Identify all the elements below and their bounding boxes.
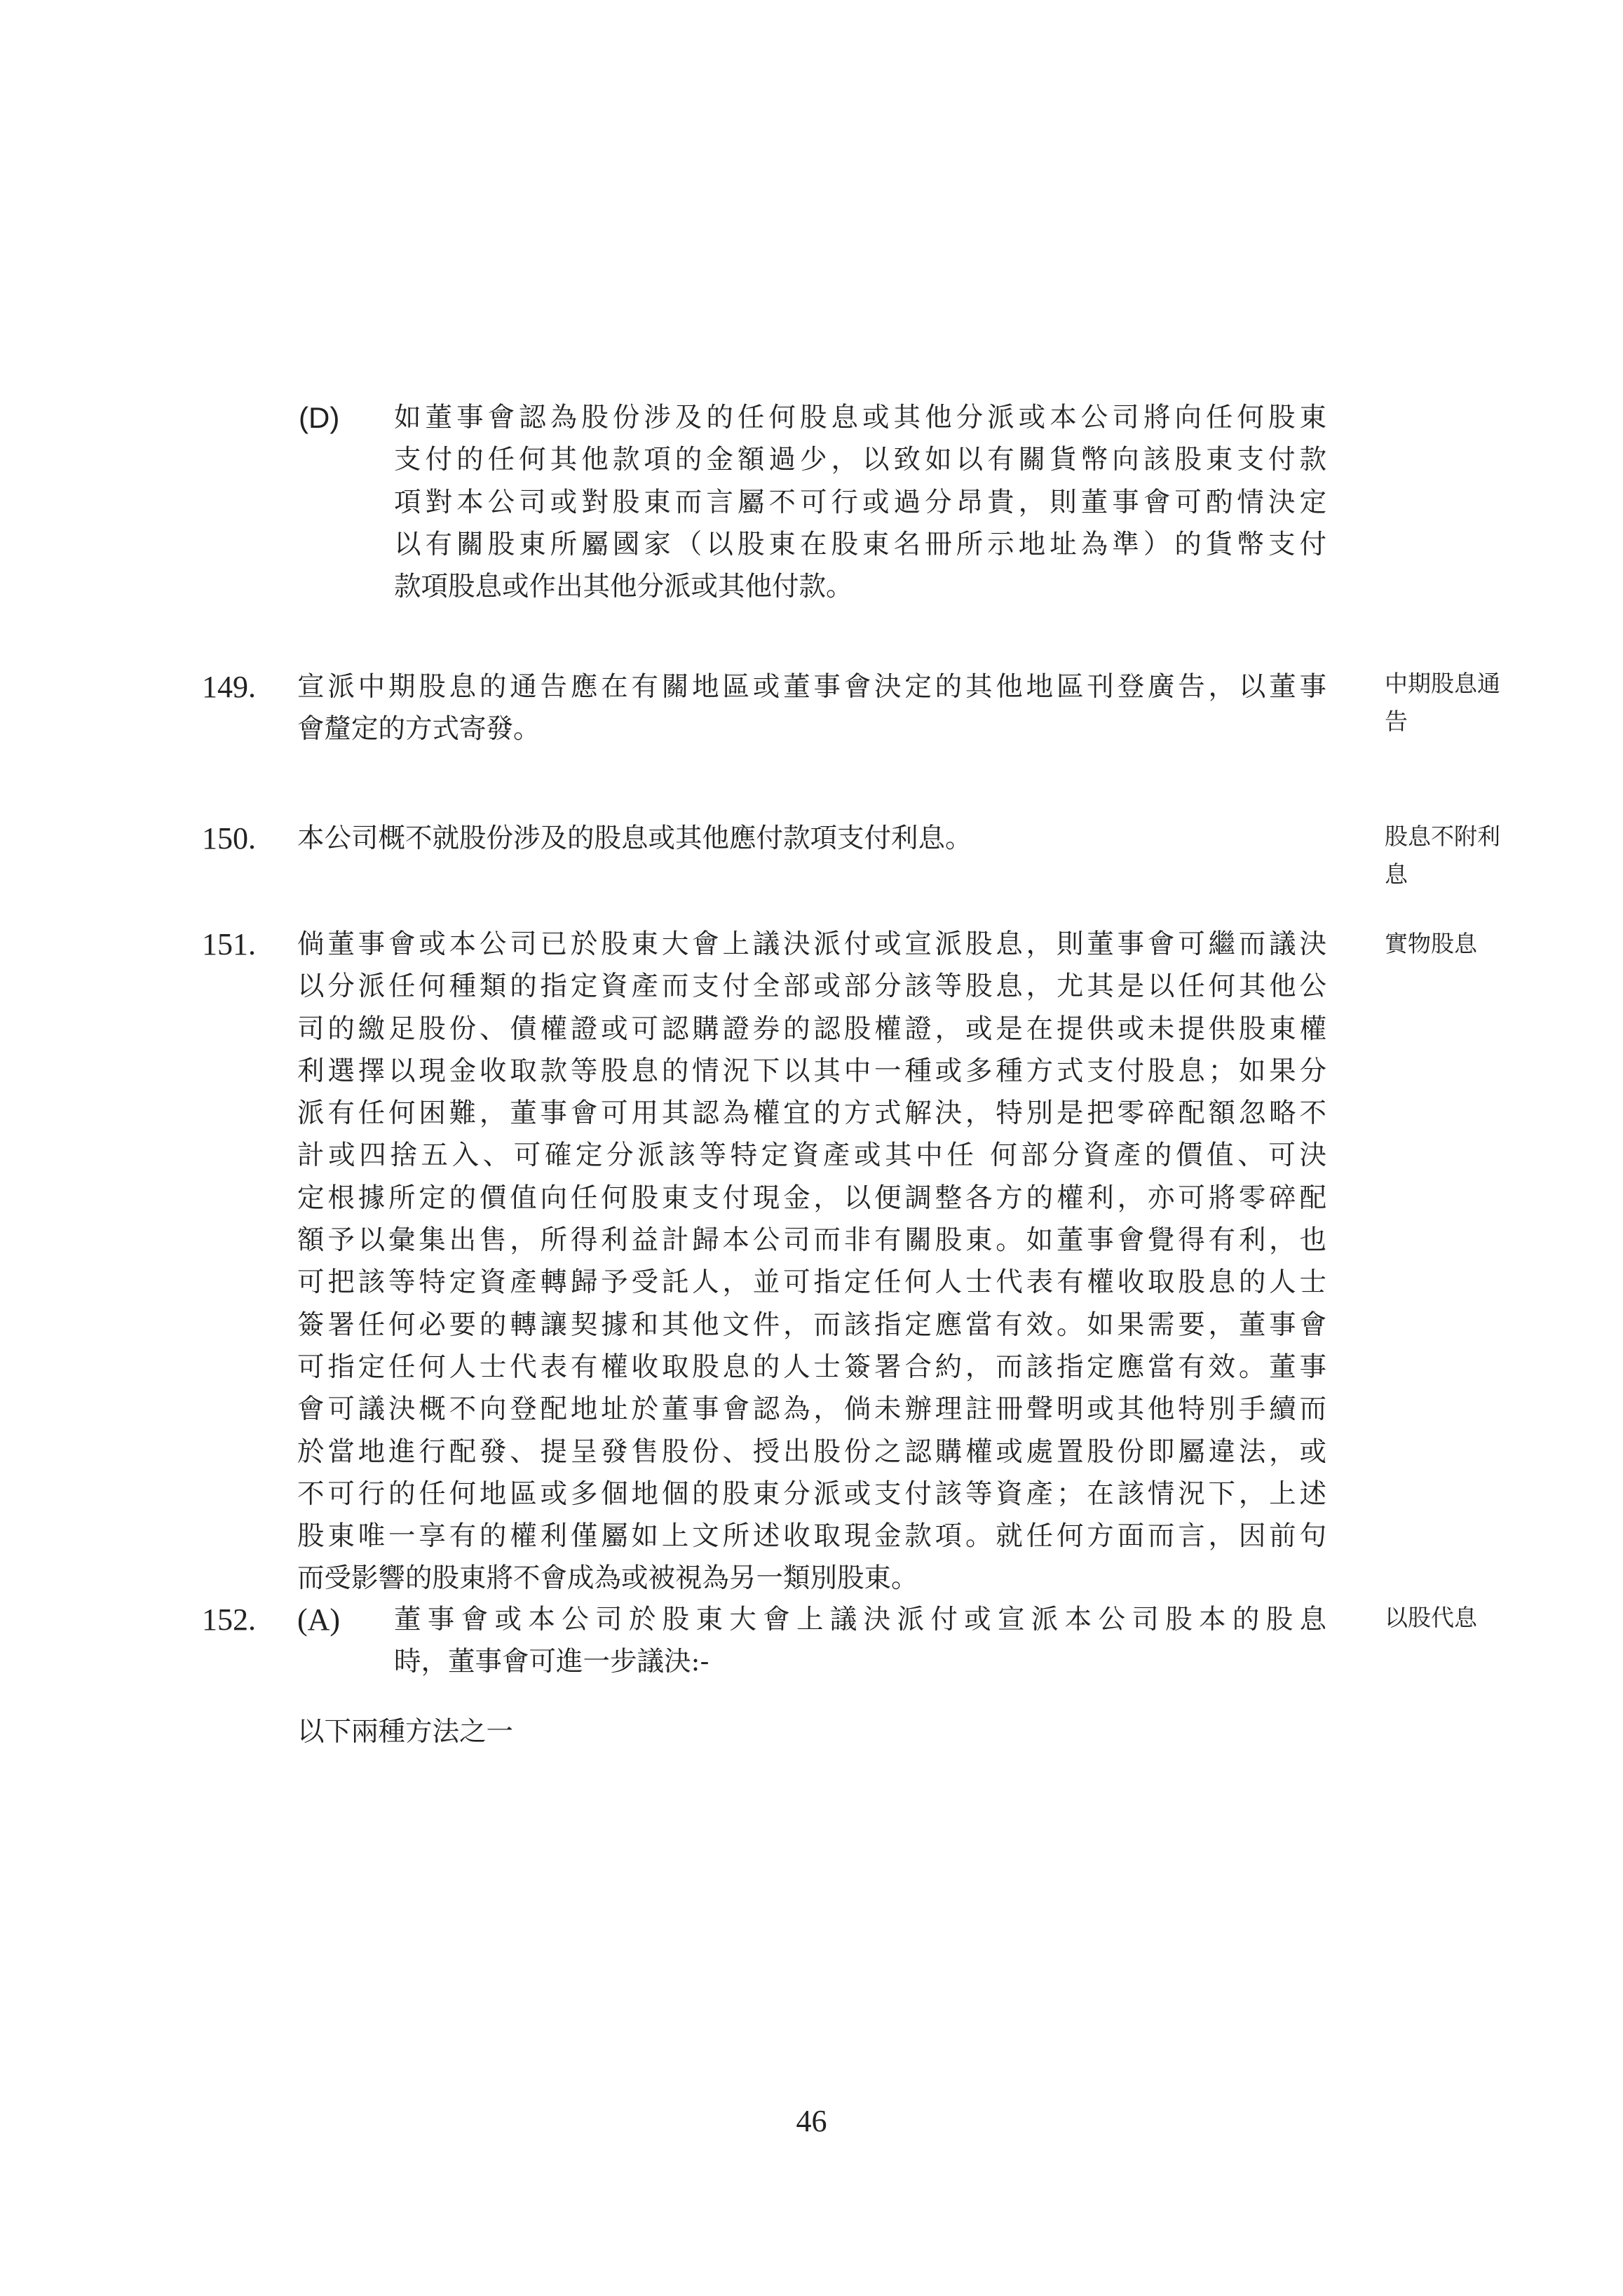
text-line: 本公司概不就股份涉及的股息或其他應付款項支付利息。: [297, 823, 972, 854]
text-line: 以有關股東所屬國家（以股東在股東名冊所示地址為準）的貨幣支付: [394, 528, 1326, 560]
margin-note-150: [1385, 818, 1532, 893]
clause-number-152: 152.: [202, 1602, 256, 1637]
text-line: 額予以彙集出售，所得利益計歸本公司而非有關股東。如董事會覺得有利，也: [297, 1224, 1326, 1257]
margin-note-line: 股息不附利: [1385, 823, 1500, 850]
text-line: 會釐定的方式寄發。: [297, 713, 541, 745]
text-line: 可指定任何人士代表有權收取股息的人士簽署合約，而該指定應當有效。董事: [297, 1351, 1326, 1383]
page-number: 46: [796, 2104, 827, 2138]
clause-152-following-text: [297, 1711, 1326, 1753]
clause-149-text: [297, 666, 1326, 751]
clause-number-151: 151.: [202, 927, 256, 961]
clause-150-text: [297, 818, 1326, 860]
text-line: 簽署任何必要的轉讓契據和其他文件，而該指定應當有效。如果需要，董事會: [297, 1309, 1326, 1341]
text-line: 如董事會認為股份涉及的任何股息或其他分派或本公司將向任何股東: [394, 402, 1326, 433]
text-line: 定根據所定的價值向任何股東支付現金，以便調整各方的權利，亦可將零碎配: [297, 1182, 1326, 1214]
text-line: 時，董事會可進一步議決:-: [394, 1646, 709, 1678]
clause-151-text: [297, 924, 1326, 1600]
clause-152-label: (A): [297, 1602, 341, 1637]
margin-note-line: 告: [1385, 708, 1408, 735]
text-line: 支付的任何其他款項的金額過少，以致如以有關貨幣向該股東支付款: [394, 444, 1326, 476]
margin-note-152: [1385, 1599, 1532, 1637]
clause-number-149: 149.: [202, 670, 256, 704]
margin-note-151: [1385, 925, 1532, 963]
text-line: 會可議決概不向登配地址於董事會認為，倘未辦理註冊聲明或其他特別手續而: [297, 1393, 1326, 1426]
text-line: 計或四捨五入、可確定分派該等特定資產或其中任 何部分資產的價值、可決: [297, 1140, 1326, 1172]
text-line: 款項股息或作出其他分派或其他付款。: [394, 571, 853, 603]
margin-note-149: [1385, 665, 1532, 741]
text-line: 不可行的任何地區或多個地個的股東分派或支付該等資產；在該情況下，上述: [297, 1478, 1326, 1510]
text-line: 於當地進行配發、提呈發售股份、授出股份之認購權或處置股份即屬違法，或: [297, 1436, 1326, 1468]
text-line: 而受影響的股東將不會成為或被視為另一類別股東。: [297, 1562, 918, 1595]
clause-152-text: [394, 1599, 1326, 1684]
margin-note-line: 息: [1385, 860, 1408, 888]
text-line: 司的繳足股份、債權證或可認購證券的認股權證，或是在提供或未提供股東權: [297, 1013, 1326, 1045]
text-line: 股東唯一享有的權利僅屬如上文所述收取現金款項。就任何方面而言，因前句: [297, 1520, 1326, 1553]
text-line: 可把該等特定資產轉歸予受託人，並可指定任何人士代表有權收取股息的人士: [297, 1267, 1326, 1299]
clause-number-150: 150.: [202, 821, 256, 856]
text-line: 宣派中期股息的通告應在有關地區或董事會決定的其他地區刊登廣告，以董事: [297, 671, 1326, 703]
text-line: 派有任何困難，董事會可用其認為權宜的方式解決，特別是把零碎配額忽略不: [297, 1098, 1326, 1130]
text-line: 以下兩種方法之一: [297, 1716, 514, 1748]
clause-d-label: (D): [299, 401, 340, 434]
margin-note-line: 實物股息: [1385, 930, 1477, 957]
margin-note-line: 以股代息: [1385, 1604, 1477, 1631]
clause-d-text: [394, 397, 1326, 608]
text-line: 以分派任何種類的指定資產而支付全部或部分該等股息，尤其是以任何其他公: [297, 971, 1326, 1003]
text-line: 董事會或本公司於股東大會上議決派付或宣派本公司股本的股息: [394, 1604, 1326, 1635]
text-line: 倘董事會或本公司已於股東大會上議決派付或宣派股息，則董事會可繼而議決: [297, 928, 1326, 960]
margin-note-line: 中期股息通: [1385, 670, 1500, 697]
text-line: 利選擇以現金收取款等股息的情況下以其中一種或多種方式支付股息；如果分: [297, 1055, 1326, 1087]
text-line: 項對本公司或對股東而言屬不可行或過分昂貴，則董事會可酌情決定: [394, 486, 1326, 518]
